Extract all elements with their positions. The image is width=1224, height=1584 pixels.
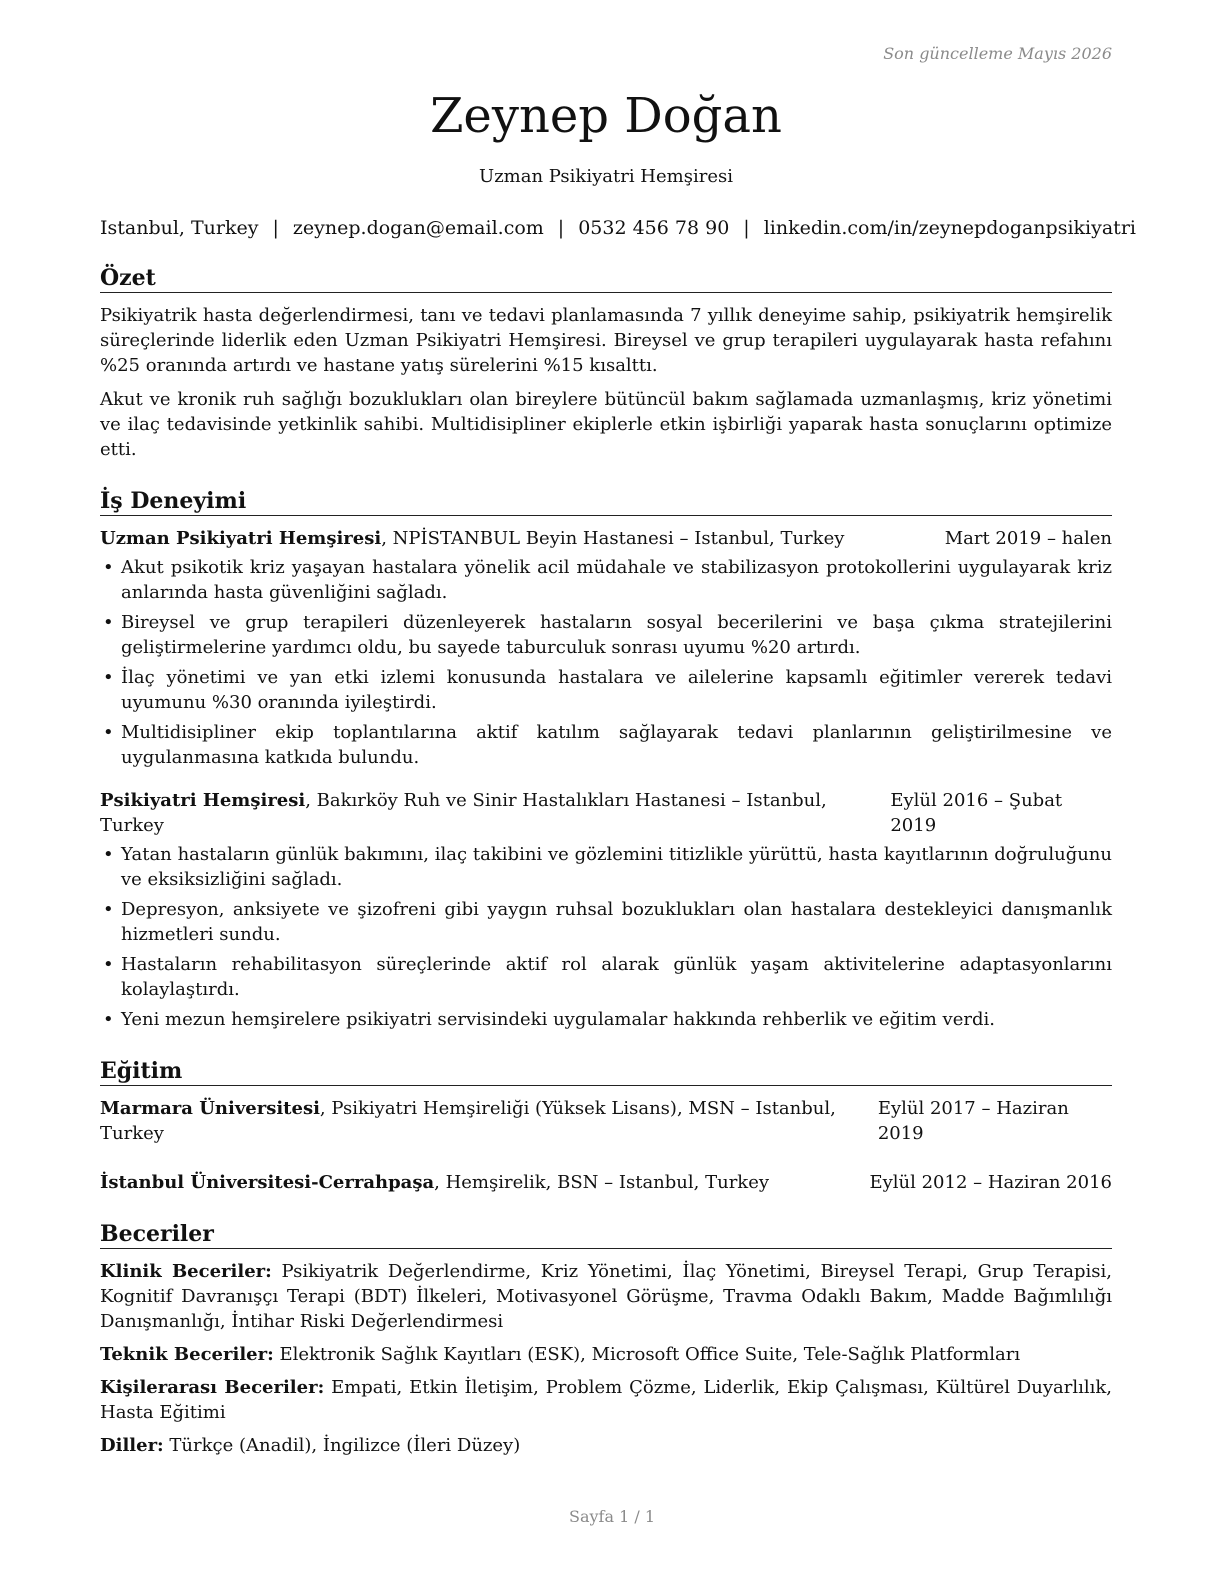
skill-label: Teknik Beceriler:	[100, 1344, 274, 1365]
contact-phone: 0532 456 78 90	[578, 217, 730, 239]
job-bullet: • Hastaların rehabilitasyon süreçlerinde aktif rol alarak günlük yaşam aktivitelerine adaptasyonlarını kolaylaştırdı.	[100, 952, 1112, 1002]
job-entry	[100, 526, 1112, 770]
education-dates: Eylül 2012 – Haziran 2016	[869, 1172, 1112, 1193]
job-entry	[100, 788, 1112, 1032]
skill-group	[100, 1342, 1112, 1367]
job-bullet: • Depresyon, anksiyete ve şizofreni gibi yaygın ruhsal bozuklukları olan hastalara destekleyici danışmanlık hizmetleri sundu.	[100, 897, 1112, 947]
experience-heading: İş Deneyimi	[100, 488, 1112, 516]
job-bullets	[100, 842, 1112, 1032]
job-bullet: • Bireysel ve grup terapileri düzenleyerek hastaların sosyal becerilerini ve başa çıkma stratejilerini geliştirmelerine yardımcı oldu, bu sayede taburculuk sonrası uyumu %20 artırdı.	[100, 610, 1112, 660]
contact-separator: |	[557, 217, 565, 239]
job-bullet: • Yeni mezun hemşirelere psikiyatri servisindeki uygulamalar hakkında rehberlik ve eğitim verdi.	[100, 1007, 1112, 1032]
job-bullet: • Akut psikotik kriz yaşayan hastalara yönelik acil müdahale ve stabilizasyon protokollerini uygulayarak kriz anlarında hasta güvenliğini sağladı.	[100, 555, 1112, 605]
job-dates: Eylül 2016 – Şubat 2019	[890, 790, 1063, 836]
job-bullet: • Multidisipliner ekip toplantılarına aktif katılım sağlayarak tedavi planlarının geliştirilmesine ve uygulanmasına katkıda bulundu.	[100, 720, 1112, 770]
education-dates: Eylül 2017 – Haziran 2019	[877, 1098, 1069, 1144]
education-school: İstanbul Üniversitesi-Cerrahpaşa	[100, 1172, 435, 1193]
education-heading: Eğitim	[100, 1058, 1112, 1086]
skill-label: Klinik Beceriler:	[100, 1261, 272, 1282]
job-organization: , NPİSTANBUL Beyin Hastanesi – Istanbul, Turkey	[381, 528, 845, 549]
education-entry	[100, 1096, 1112, 1146]
contact-line	[100, 217, 1136, 239]
summary-paragraph: Psikiyatrik hasta değerlendirmesi, tanı ve tedavi planlamasında 7 yıllık deneyime sahip, psikiyatrik hemşirelik süreçlerinde liderlik eden Uzman Psikiyatri Hemşiresi. Bireysel ve grup terapileri uygulayarak hasta refahını %25 oranında artırdı ve hastane yatış sürelerini %15 kısalttı.	[100, 305, 1112, 376]
job-header	[100, 526, 1112, 551]
job-bullet: • İlaç yönetimi ve yan etki izlemi konusunda hastalara ve ailelerine kapsamlı eğitimler vererek tedavi uyumunu %30 oranında iyileştirdi.	[100, 665, 1112, 715]
contact-separator: |	[743, 217, 750, 239]
education-detail: , Hemşirelik, BSN – Istanbul, Turkey	[434, 1172, 770, 1193]
job-bullet: • Yatan hastaların günlük bakımını, ilaç takibini ve gözlemini titizlikle yürüttü, hasta kayıtlarının doğruluğunu ve eksiksizliğini sağladı.	[100, 842, 1112, 892]
skill-text: Türkçe (Anadil), İngilizce (İleri Düzey)	[163, 1435, 521, 1456]
skill-text: Psikiyatrik Değerlendirme, Kriz Yönetimi, İlaç Yönetimi, Bireysel Terapi, Grup Terapisi, Kognitif Davranışçı Terapi (BDT) İlkeleri, Motivasyonel Görüşme, Travma Odaklı Bakım, Madde Bağımlılığı Danışmanlığı, İntihar Riski Değerlendirmesi	[100, 1261, 1112, 1332]
skill-group	[100, 1433, 1112, 1458]
job-dates: Mart 2019 – halen	[944, 528, 1112, 549]
summary-paragraph: Akut ve kronik ruh sağlığı bozuklukları olan bireylere bütüncül bakım sağlamada uzmanlaşmış, kriz yönetimi ve ilaç tedavisinde yetkinlik sahibi. Multidisipliner ekiplerle etkin işbirliği yaparak hasta sonuçlarını optimize etti.	[100, 389, 1112, 460]
job-organization: , Bakırköy Ruh ve Sinir Hastalıkları Hastanesi – Istanbul, Turkey	[100, 790, 827, 836]
last-updated: Son güncelleme Mayıs 2026	[883, 44, 1112, 63]
skill-label: Kişilerarası Beceriler:	[100, 1377, 325, 1398]
contact-email[interactable]: zeynep.dogan@email.com	[292, 217, 544, 239]
skill-text: Elektronik Sağlık Kayıtları (ESK), Microsoft Office Suite, Tele-Sağlık Platformları	[273, 1344, 1021, 1365]
contact-separator: |	[272, 217, 279, 239]
skills-heading: Beceriler	[100, 1221, 1112, 1249]
education-detail: , Psikiyatri Hemşireliği (Yüksek Lisans), MSN – Istanbul, Turkey	[100, 1098, 836, 1144]
contact-linkedin[interactable]: linkedin.com/in/zeynepdoganpsikiyatri	[763, 217, 1136, 239]
candidate-title: Uzman Psikiyatri Hemşiresi	[479, 166, 733, 187]
education-entry	[100, 1170, 1112, 1195]
summary-heading: Özet	[100, 265, 1112, 293]
education-school: Marmara Üniversitesi	[100, 1098, 320, 1119]
skill-label: Diller:	[100, 1435, 164, 1456]
job-role: Uzman Psikiyatri Hemşiresi	[100, 528, 382, 549]
skill-text: Empati, Etkin İletişim, Problem Çözme, Liderlik, Ekip Çalışması, Kültürel Duyarlılık, Hasta Eğitimi	[100, 1377, 1112, 1423]
job-bullets	[100, 555, 1112, 770]
candidate-name: Zeynep Doğan	[430, 88, 782, 144]
job-role: Psikiyatri Hemşiresi	[100, 790, 306, 811]
skill-group	[100, 1259, 1112, 1334]
skill-group	[100, 1375, 1112, 1425]
page-number: Sayfa 1 / 1	[568, 1507, 655, 1526]
contact-location: Istanbul, Turkey	[100, 217, 259, 239]
job-header	[100, 788, 1112, 838]
